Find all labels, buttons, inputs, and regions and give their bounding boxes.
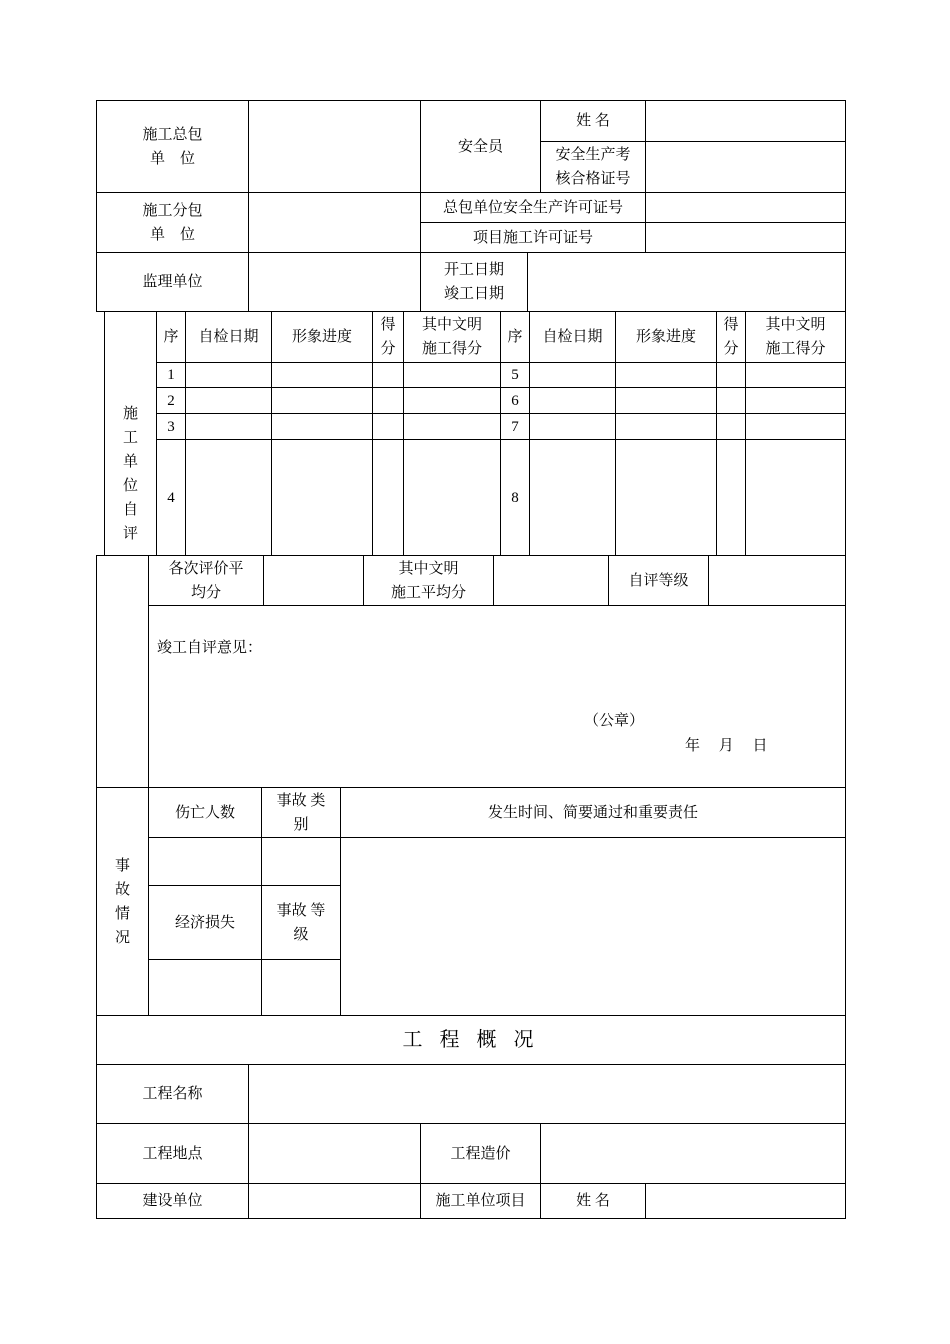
row-cell[interactable] (271, 387, 373, 414)
seal-label: （公章） (584, 713, 645, 729)
civil-avg-value[interactable] (493, 555, 609, 606)
location-value[interactable] (248, 1123, 421, 1184)
header-date-2: 自检日期 (529, 311, 616, 363)
row-cell[interactable] (403, 439, 501, 556)
header-score-2: 得 分 (716, 311, 746, 363)
civil-avg-label: 其中文明 施工平均分 (363, 555, 494, 606)
row-cell[interactable] (615, 413, 717, 440)
row-cell[interactable] (615, 387, 717, 414)
project-name-label: 工程名称 (96, 1064, 249, 1124)
row-cell[interactable] (745, 387, 846, 414)
row-seq: 4 (156, 439, 186, 556)
row-seq: 5 (500, 362, 530, 388)
header-civil: 其中文明 施工得分 (403, 311, 501, 363)
grade-value[interactable] (708, 555, 846, 606)
location-label: 工程地点 (96, 1123, 249, 1184)
project-name-value[interactable] (248, 1064, 846, 1124)
header-progress: 形象进度 (271, 311, 373, 363)
manager-name-label: 姓 名 (540, 1183, 646, 1219)
header-date: 自检日期 (185, 311, 272, 363)
header-seq: 序 (156, 311, 186, 363)
supervisor-value[interactable] (248, 252, 421, 312)
row-cell[interactable] (372, 439, 404, 556)
self-eval-side-label: 施 工 单 位 自 评 (104, 311, 157, 556)
casualties-label: 伤亡人数 (148, 787, 262, 838)
avg-label: 各次评价平 均分 (148, 555, 264, 606)
economic-loss-label: 经济损失 (148, 885, 262, 960)
row-cell[interactable] (372, 387, 404, 414)
accident-side-label: 事 故 情 况 (96, 787, 149, 1016)
row-cell[interactable] (403, 362, 501, 388)
project-permit-label: 项目施工许可证号 (420, 222, 646, 253)
overview-title: 工 程 概 况 (96, 1015, 846, 1065)
opinion-side-blank (96, 555, 149, 788)
description-label: 发生时间、简要通过和重要责任 (340, 787, 846, 838)
row-seq: 6 (500, 387, 530, 414)
row-cell[interactable] (185, 362, 272, 388)
row-cell[interactable] (271, 362, 373, 388)
row-seq: 2 (156, 387, 186, 414)
accident-level-value[interactable] (261, 959, 341, 1016)
accident-level-label: 事故 等 级 (261, 885, 341, 960)
row-cell[interactable] (403, 413, 501, 440)
grade-label: 自评等级 (608, 555, 709, 606)
supervisor-label: 监理单位 (96, 252, 249, 312)
safety-permit-label: 总包单位安全生产许可证号 (420, 192, 646, 223)
row-cell[interactable] (529, 362, 616, 388)
project-permit-value[interactable] (645, 222, 846, 253)
general-contractor-value[interactable] (248, 100, 421, 193)
row-cell[interactable] (716, 439, 746, 556)
opinion-box[interactable] (148, 605, 846, 788)
contractor-project-label: 施工单位项目 (420, 1183, 541, 1219)
accident-type-label: 事故 类 别 (261, 787, 341, 838)
dates-value[interactable] (527, 252, 846, 312)
manager-name-value[interactable] (645, 1183, 846, 1219)
dates-label: 开工日期 竣工日期 (420, 252, 528, 312)
header-civil-2: 其中文明 施工得分 (745, 311, 846, 363)
description-value[interactable] (340, 837, 846, 1016)
row-cell[interactable] (271, 413, 373, 440)
row-seq: 7 (500, 413, 530, 440)
row-cell[interactable] (529, 439, 616, 556)
general-contractor-label: 施工总包 单 位 (96, 100, 249, 193)
row-cell[interactable] (372, 413, 404, 440)
row-cell[interactable] (615, 362, 717, 388)
row-cell[interactable] (745, 362, 846, 388)
accident-type-value[interactable] (261, 837, 341, 886)
row-cell[interactable] (615, 439, 717, 556)
safety-officer-label: 安全员 (420, 100, 541, 193)
officer-name-label: 姓 名 (540, 100, 646, 142)
economic-loss-value[interactable] (148, 959, 262, 1016)
row-cell[interactable] (745, 413, 846, 440)
cert-label: 安全生产考 核合格证号 (540, 141, 646, 193)
cost-label: 工程造价 (420, 1123, 541, 1184)
date-line: 年 月 日 (685, 738, 768, 754)
row-cell[interactable] (271, 439, 373, 556)
row-cell[interactable] (372, 362, 404, 388)
header-progress-2: 形象进度 (615, 311, 717, 363)
cost-value[interactable] (540, 1123, 846, 1184)
casualties-value[interactable] (148, 837, 262, 886)
row-cell[interactable] (745, 439, 846, 556)
row-cell[interactable] (185, 413, 272, 440)
cert-value[interactable] (645, 141, 846, 193)
row-cell[interactable] (716, 413, 746, 440)
row-cell[interactable] (529, 387, 616, 414)
header-score: 得 分 (372, 311, 404, 363)
row-seq: 3 (156, 413, 186, 440)
avg-value[interactable] (263, 555, 364, 606)
safety-permit-value[interactable] (645, 192, 846, 223)
subcontractor-value[interactable] (248, 192, 421, 253)
row-cell[interactable] (716, 362, 746, 388)
row-cell[interactable] (185, 439, 272, 556)
row-seq: 8 (500, 439, 530, 556)
opinion-label: 竣工自评意见： (157, 640, 263, 656)
row-seq: 1 (156, 362, 186, 388)
row-cell[interactable] (529, 413, 616, 440)
row-cell[interactable] (716, 387, 746, 414)
officer-name-value[interactable] (645, 100, 846, 142)
subcontractor-label: 施工分包 单 位 (96, 192, 249, 253)
row-cell[interactable] (403, 387, 501, 414)
row-cell[interactable] (185, 387, 272, 414)
owner-label: 建设单位 (96, 1183, 249, 1219)
owner-value[interactable] (248, 1183, 421, 1219)
header-seq-2: 序 (500, 311, 530, 363)
